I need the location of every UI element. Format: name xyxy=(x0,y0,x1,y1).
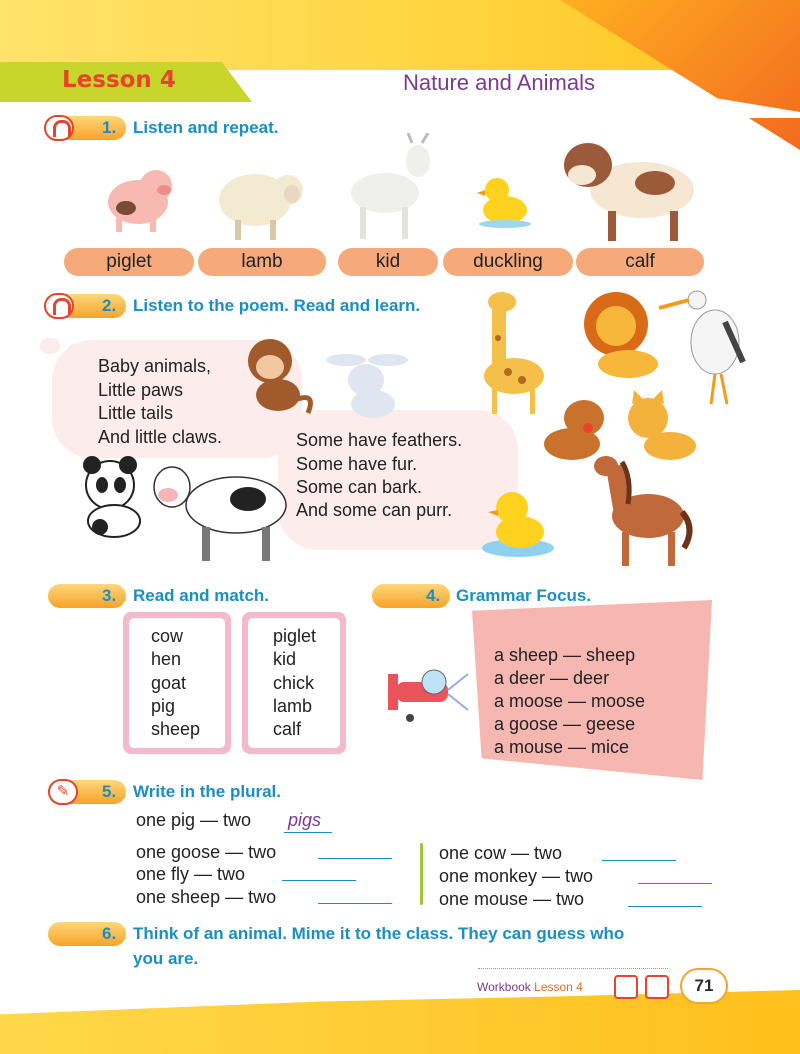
word-kid: kid xyxy=(338,248,438,276)
poem-line: Some can bark. xyxy=(296,477,423,497)
bunny-illustration xyxy=(318,340,413,420)
page-number: 71 xyxy=(680,968,728,1004)
grammar-line: a goose — geese xyxy=(494,714,636,734)
exercise-3-number: 3. xyxy=(102,586,117,605)
answer-blank[interactable] xyxy=(318,858,392,859)
match-word-right: piglet xyxy=(273,626,317,646)
exercise-1-number: 1. xyxy=(102,118,117,137)
calf-illustration xyxy=(560,135,700,245)
poem-line: Little tails xyxy=(98,403,174,423)
answer-underline xyxy=(284,832,332,833)
poem-line: Little paws xyxy=(98,380,184,400)
exercise-6-instruction-line1: Think of an animal. Mime it to the class. They can guess who xyxy=(133,924,625,943)
lesson-title: Lesson 4 xyxy=(62,67,176,93)
headphones-icon[interactable] xyxy=(44,293,74,319)
chick-in-water-illustration xyxy=(478,484,560,564)
workbook-lesson: Lesson 4 xyxy=(534,980,583,994)
poem-line: Some have fur. xyxy=(296,454,418,474)
exercise-6-number: 6. xyxy=(102,924,117,943)
cow-illustration xyxy=(150,455,292,565)
pencil-icon: ✎ xyxy=(48,779,78,805)
cloud-dot xyxy=(40,338,60,354)
exercise-6-instruction-line2: you are. xyxy=(133,949,199,968)
word-lamb: lamb xyxy=(198,248,326,276)
exercise-2-number: 2. xyxy=(102,296,117,315)
workbook-icon xyxy=(614,975,638,999)
unit-title: Nature and Animals xyxy=(403,70,595,95)
poem-line: And little claws. xyxy=(98,427,223,447)
exercise-3-instruction: Read and match. xyxy=(133,586,270,605)
plural-item: one monkey — two xyxy=(439,866,594,886)
answer-blank[interactable] xyxy=(318,903,392,904)
plural-item: one cow — two xyxy=(439,843,563,863)
match-word-left: hen xyxy=(151,649,182,669)
top-corner-accent xyxy=(560,0,800,150)
word-calf: calf xyxy=(576,248,704,276)
lamb-illustration xyxy=(210,160,310,245)
tablet-icon xyxy=(645,975,669,999)
footer-divider xyxy=(478,968,668,969)
workbook-reference xyxy=(477,980,583,994)
exercise-5-number: 5. xyxy=(102,782,117,801)
monkey-illustration xyxy=(238,333,318,418)
grammar-line: a moose — moose xyxy=(494,691,646,711)
grammar-line: a deer — deer xyxy=(494,668,610,688)
poem-line: Baby animals, xyxy=(98,356,212,376)
match-word-right: kid xyxy=(273,649,297,669)
exercise-4-number: 4. xyxy=(426,586,441,605)
pony-illustration xyxy=(584,448,694,570)
plural-item: one fly — two xyxy=(136,864,246,884)
match-word-left: cow xyxy=(151,626,184,646)
airplane-icon xyxy=(384,660,476,726)
grammar-line: a sheep — sheep xyxy=(494,645,636,665)
exercise-4-instruction: Grammar Focus. xyxy=(456,586,592,605)
headphones-icon[interactable] xyxy=(44,115,74,141)
answer-blank[interactable] xyxy=(638,883,712,884)
bottom-wave xyxy=(0,990,800,1054)
plural-item: one sheep — two xyxy=(136,887,277,907)
duckling-illustration xyxy=(475,170,535,230)
exercise-2-instruction: Listen to the poem. Read and learn. xyxy=(133,296,421,315)
answer-blank[interactable] xyxy=(628,906,702,907)
match-word-right: chick xyxy=(273,673,315,693)
workbook-label: Workbook xyxy=(477,980,531,994)
plural-example-prompt: one pig — two xyxy=(136,810,252,830)
stork-illustration xyxy=(655,282,750,407)
poem-line: Some have feathers. xyxy=(296,430,463,450)
match-word-left: pig xyxy=(151,696,176,716)
piglet-illustration xyxy=(98,160,178,235)
plural-example-answer: pigs xyxy=(288,810,322,830)
exercise-1-instruction: Listen and repeat. xyxy=(133,118,279,137)
match-word-left: goat xyxy=(151,673,187,693)
answer-blank[interactable] xyxy=(282,880,356,881)
grammar-line: a mouse — mice xyxy=(494,737,630,757)
poem-line: And some can purr. xyxy=(296,500,453,520)
word-duckling: duckling xyxy=(443,248,573,276)
match-word-right: lamb xyxy=(273,696,313,716)
plural-item: one mouse — two xyxy=(439,889,585,909)
exercise-5-instruction: Write in the plural. xyxy=(133,782,281,801)
panda-illustration xyxy=(70,455,160,540)
match-word-left: sheep xyxy=(151,719,201,739)
plural-item: one goose — two xyxy=(136,842,277,862)
word-piglet: piglet xyxy=(64,248,194,276)
answer-blank[interactable] xyxy=(602,860,676,861)
column-divider xyxy=(420,843,423,905)
match-word-right: calf xyxy=(273,719,302,739)
kid-goat-illustration xyxy=(340,133,440,243)
